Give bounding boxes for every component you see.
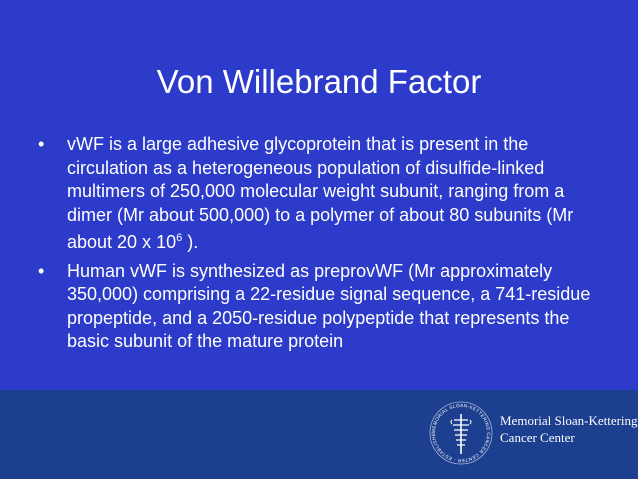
bullet-superscript: 6	[176, 232, 183, 244]
bullet-text: Human vWF is synthesized as preprovWF (Mr approximately 350,000) comprising a 22-residue signal sequence, a 741-residue propeptide, and a 2050-residue polypeptide that represents the basic subunit of the mature protein	[67, 260, 591, 351]
mskcc-logo	[428, 400, 638, 468]
bullet-text: vWF is a large adhesive glycoprotein that is present in the circulation as a heterogeneous population of disulfide-linked multimers of 250,000 molecular weight subunit, ranging from a dimer (Mr about 500,000) to a polymer of about 80 subunits (Mr about 20 x 10	[67, 134, 574, 252]
caduceus-seal-icon	[428, 400, 494, 466]
logo-wordmark	[500, 412, 638, 446]
bullet-text-end: ).	[182, 232, 199, 252]
logo-line-1: Memorial Sloan-Kettering	[500, 413, 638, 428]
logo-line-2: Cancer Center	[500, 430, 575, 445]
seal-text: MEMORIAL SLOAN-KETTERING CANCER CENTER · ESTABLISHE	[430, 402, 492, 464]
bullet-list	[38, 133, 608, 359]
slide-title: Von Willebrand Factor	[156, 63, 482, 100]
bullet-marker: •	[38, 134, 45, 154]
bullet-item	[38, 133, 608, 255]
bullet-item	[38, 260, 608, 354]
bullet-marker: •	[38, 260, 45, 281]
